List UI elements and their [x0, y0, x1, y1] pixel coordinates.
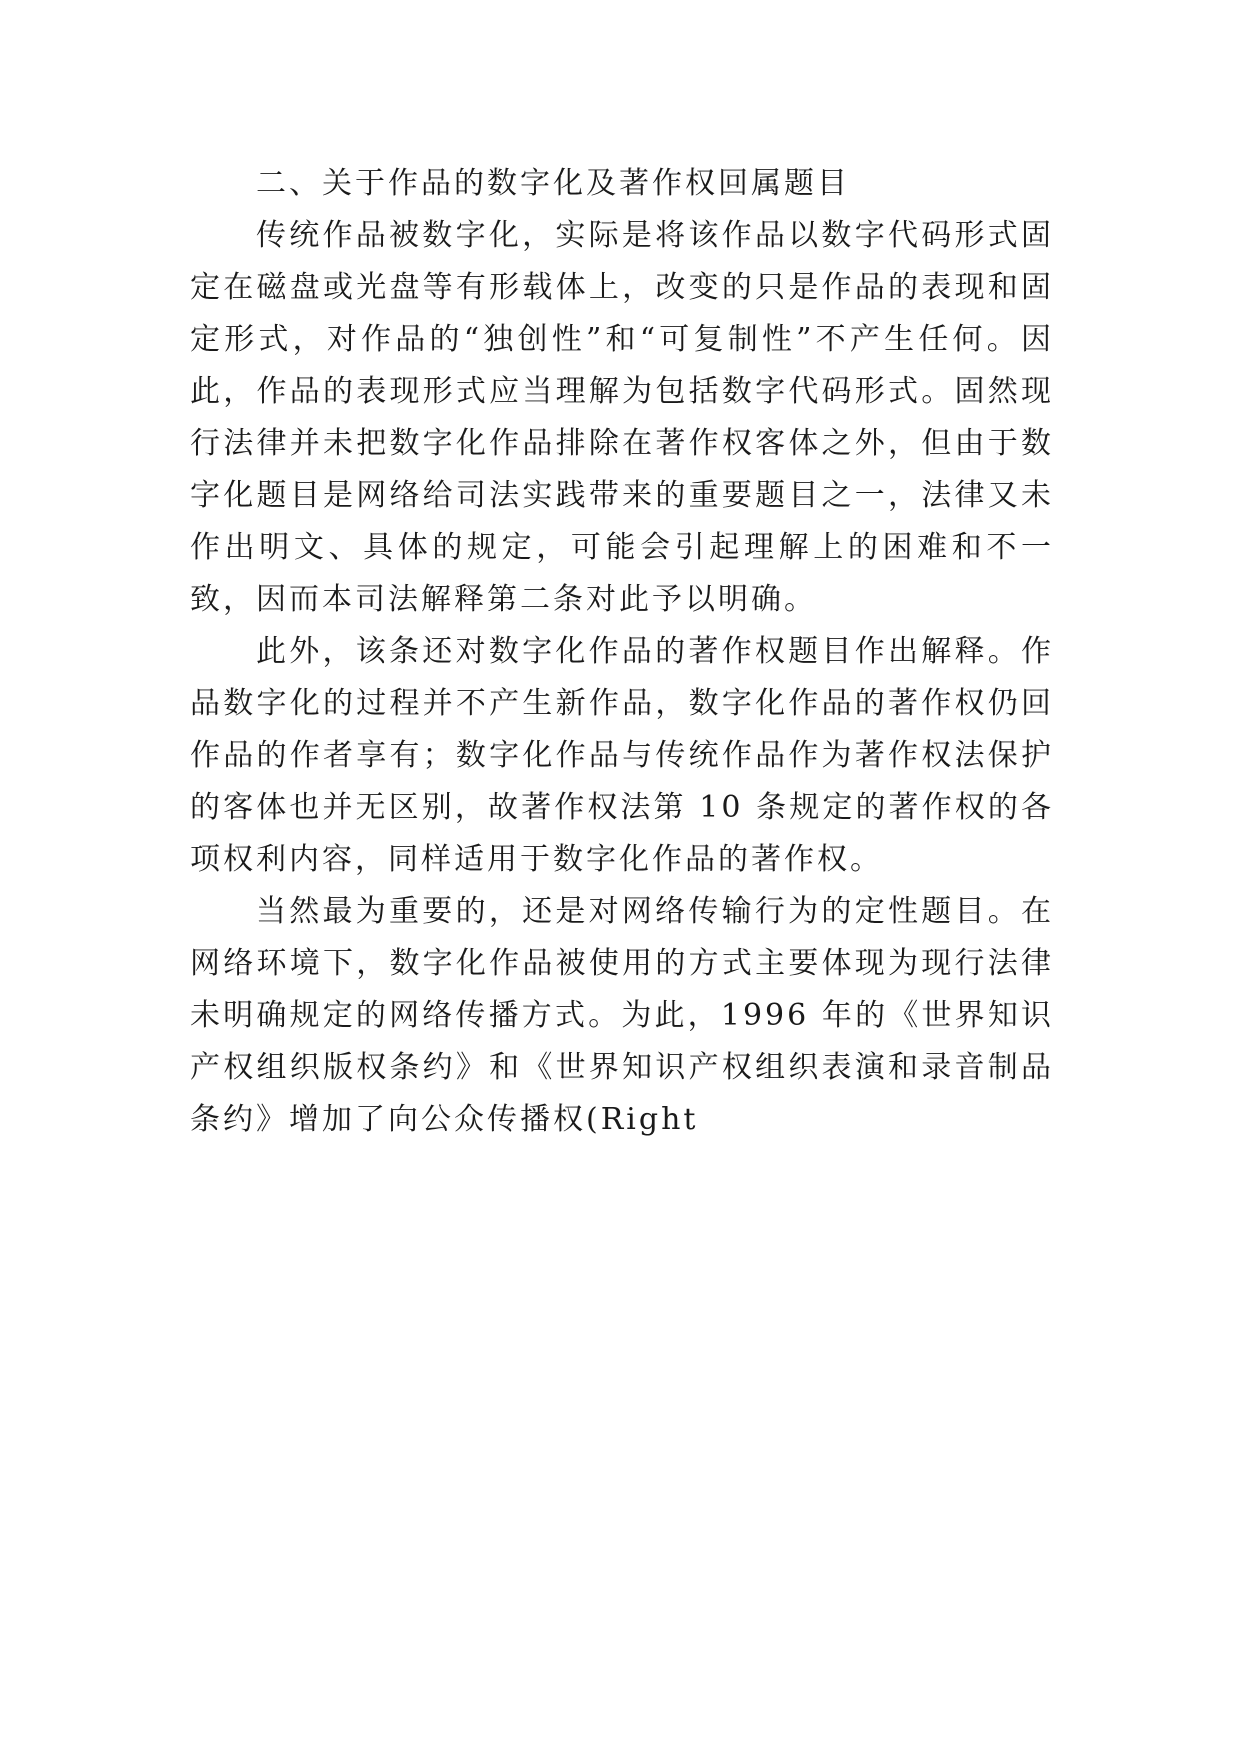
paragraph-1: 传统作品被数字化，实际是将该作品以数字代码形式固定在磁盘或光盘等有形载体上，改变的只是作品的表现和固定形式，对作品的“独创性”和“可复制性”不产生任何。因此，作品的表现形式应当理解为包括数字代码形式。固然现行法律并未把数字化作品排除在著作权客体之外，但由于数字化题目是网络给司法实践带来的重要题目之一，法律又未作出明文、具体的规定，可能会引起理解上的困难和不一致，因而本司法解释第二条对此予以明确。	[190, 218, 1054, 617]
paragraph-3: 当然最为重要的，还是对网络传输行为的定性题目。在网络环境下，数字化作品被使用的方式主要体现为现行法律未明确规定的网络传播方式。为此，1996 年的《世界知识产权组织版权条约》和《世界知识产权组织表演和录音制品条约》增加了向公众传播权(Right	[190, 894, 1054, 1137]
section-heading: 二、关于作品的数字化及著作权回属题目	[256, 166, 850, 201]
paragraph-2: 此外，该条还对数字化作品的著作权题目作出解释。作品数字化的过程并不产生新作品，数字化作品的著作权仍回作品的作者享有；数字化作品与传统作品作为著作权法保护的客体也并无区别，故著作权法第 10 条规定的著作权的各项权利内容，同样适用于数字化作品的著作权。	[190, 634, 1054, 877]
document-body	[190, 158, 1054, 1146]
